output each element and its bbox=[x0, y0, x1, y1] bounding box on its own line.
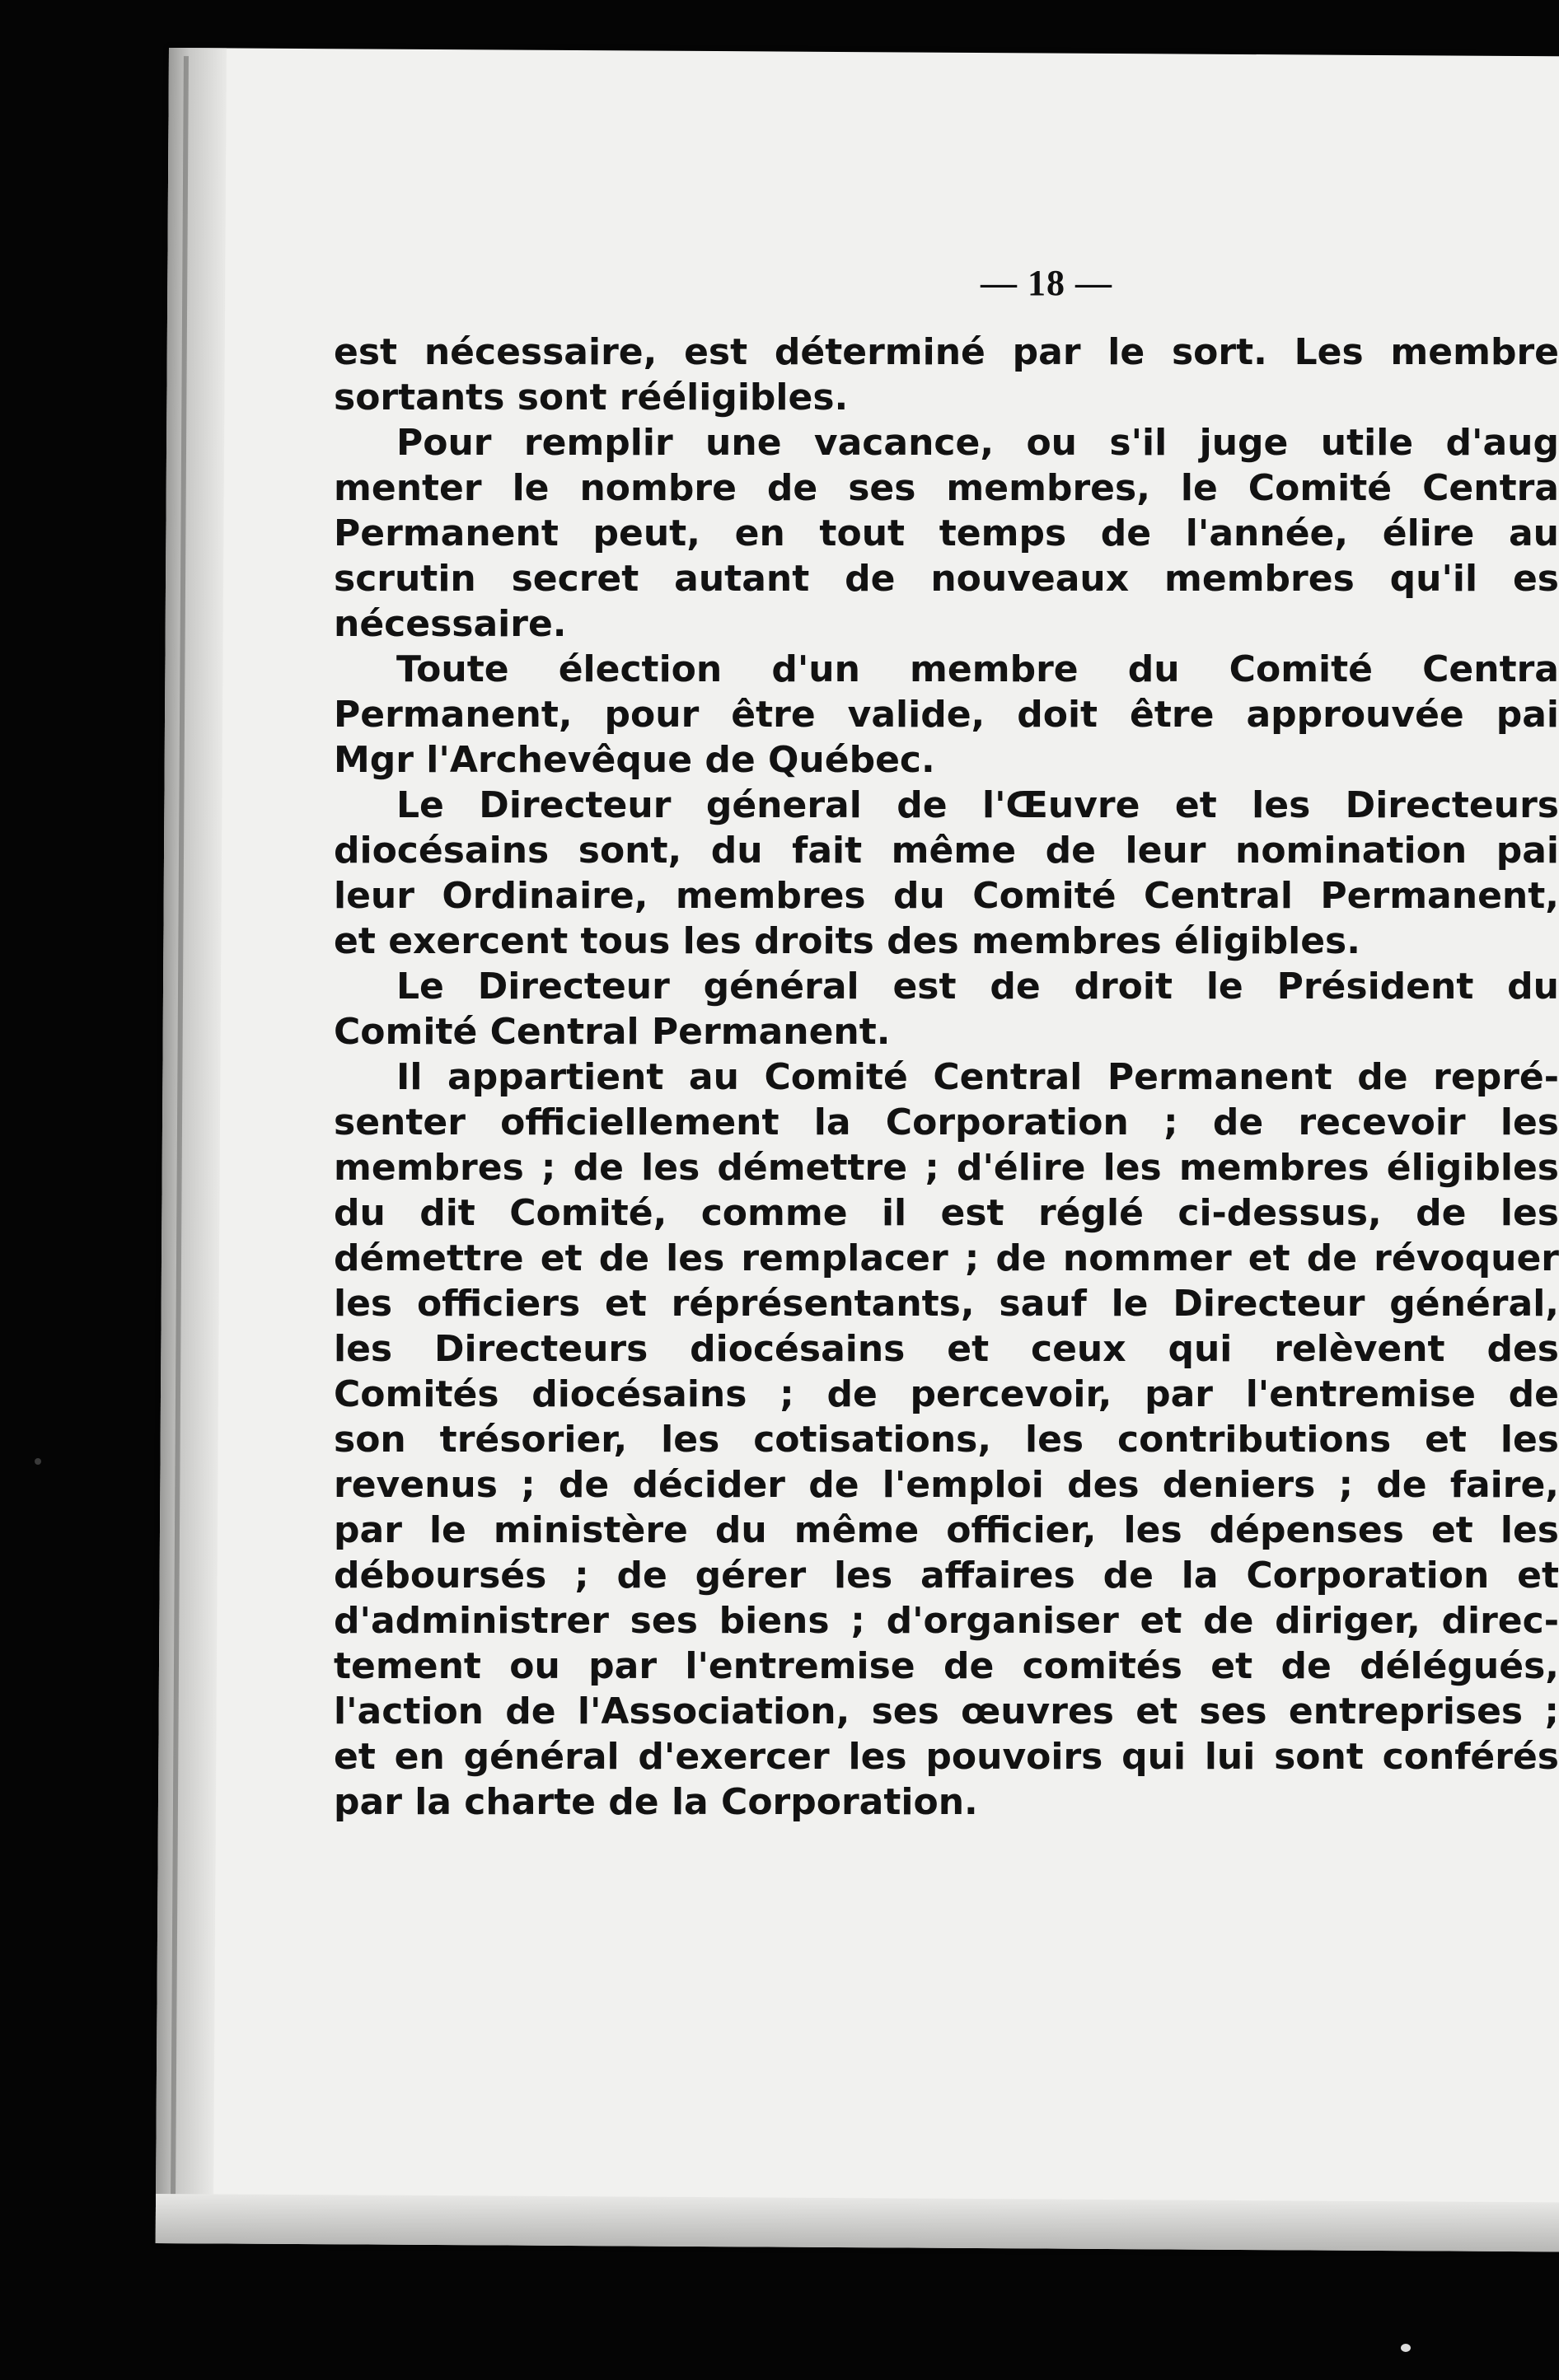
text-line: Le Directeur géneral de l'Œuvre et les Directeurs bbox=[396, 784, 1559, 826]
text-line: déboursés ; de gérer les affaires de la Corporation et bbox=[334, 1555, 1559, 1597]
body-text bbox=[334, 330, 1559, 1825]
text-line: est nécessaire, est déterminé par le sort. Les membre bbox=[334, 331, 1559, 373]
text-line: Mgr l'Archevêque de Québec. bbox=[334, 739, 935, 781]
text-line: l'action de l'Association, ses œuvres et ses entreprises ; bbox=[334, 1690, 1559, 1732]
text-line: sortants sont rééligibles. bbox=[334, 376, 849, 418]
text-line: membres ; de les démettre ; d'élire les membres éligibles bbox=[334, 1147, 1559, 1189]
text-line: Le Directeur général est de droit le Président du bbox=[396, 966, 1559, 1008]
text-line: Il appartient au Comité Central Permanent de repré- bbox=[396, 1056, 1559, 1098]
text-line: et exercent tous les droits des membres éligibles. bbox=[334, 920, 1360, 962]
text-line: Permanent peut, en tout temps de l'année, élire au bbox=[334, 512, 1559, 554]
text-line: menter le nombre de ses membres, le Comité Centra bbox=[334, 467, 1559, 509]
text-line: tement ou par l'entremise de comités et de délégués, bbox=[334, 1645, 1559, 1687]
text-line: Permanent, pour être valide, doit être approuvée pai bbox=[334, 694, 1559, 736]
text-line: Pour remplir une vacance, ou s'il juge utile d'aug bbox=[396, 422, 1559, 464]
text-line: revenus ; de décider de l'emploi des deniers ; de faire, bbox=[334, 1464, 1559, 1506]
text-line: d'administrer ses biens ; d'organiser et de diriger, direc- bbox=[334, 1600, 1559, 1642]
page-gutter-shadow bbox=[156, 48, 227, 2243]
text-line: leur Ordinaire, membres du Comité Central Permanent, bbox=[334, 875, 1559, 917]
text-line: Comité Central Permanent. bbox=[334, 1011, 891, 1053]
text-line: du dit Comité, comme il est réglé ci-dessus, de les bbox=[334, 1192, 1559, 1234]
dust-speck bbox=[1401, 2344, 1411, 2352]
dust-speck bbox=[35, 1458, 41, 1465]
text-line: Toute élection d'un membre du Comité Centra bbox=[396, 648, 1559, 690]
text-line: les Directeurs diocésains et ceux qui relèvent des bbox=[334, 1328, 1559, 1370]
text-line: par le ministère du même officier, les dépenses et les bbox=[334, 1509, 1559, 1551]
text-line: scrutin secret autant de nouveaux membres qu'il es bbox=[334, 558, 1559, 600]
text-line: son trésorier, les cotisations, les contributions et les bbox=[334, 1419, 1559, 1461]
page-number: — 18 — bbox=[981, 263, 1112, 303]
text-line: Comités diocésains ; de percevoir, par l'entremise de bbox=[334, 1373, 1559, 1415]
page-bottom-shadow bbox=[156, 2194, 1559, 2252]
text-line: les officiers et réprésentants, sauf le Directeur général, bbox=[334, 1283, 1559, 1325]
text-line: démettre et de les remplacer ; de nommer et de révoquer bbox=[334, 1237, 1559, 1279]
text-line: diocésains sont, du fait même de leur nomination pai bbox=[334, 830, 1559, 872]
text-line: par la charte de la Corporation. bbox=[334, 1781, 978, 1823]
text-line: nécessaire. bbox=[334, 603, 567, 645]
text-line: senter officiellement la Corporation ; de recevoir les bbox=[334, 1101, 1559, 1143]
text-line: et en général d'exercer les pouvoirs qui lui sont conférés bbox=[334, 1736, 1559, 1778]
